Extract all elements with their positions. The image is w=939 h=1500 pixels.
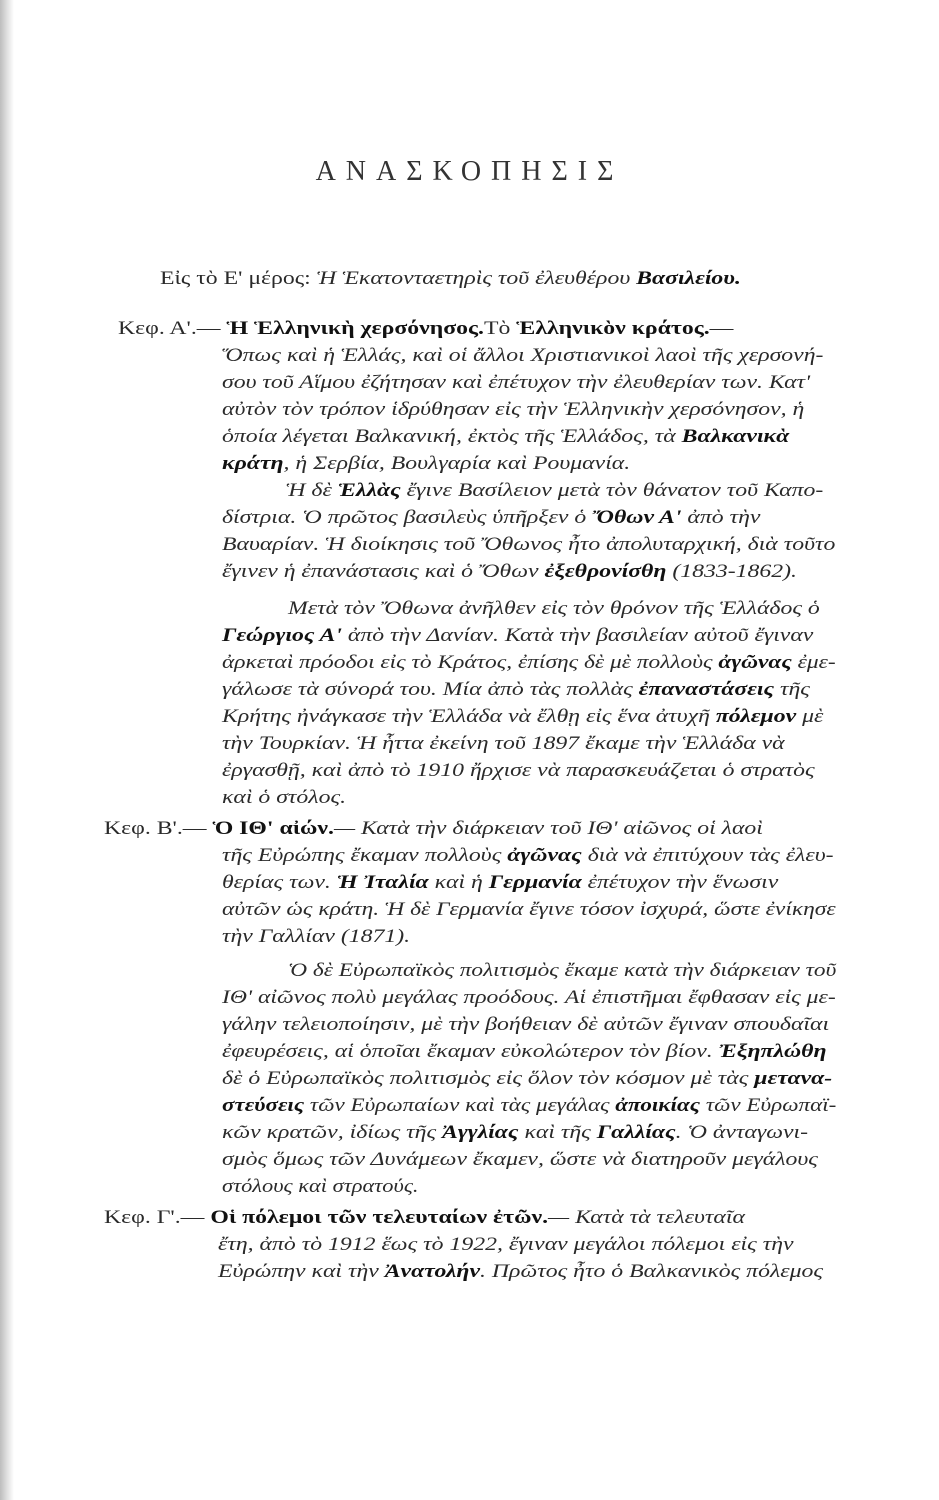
text-line bbox=[222, 845, 834, 867]
page-title: ΑΝΑΣΚΟΠΗΣΙΣ bbox=[315, 156, 624, 187]
text-line bbox=[222, 426, 789, 448]
text-run: Ἑλλὰς bbox=[337, 480, 401, 501]
text-line bbox=[222, 733, 785, 755]
text-run: γάλωσε τὰ σύνορά του. Μία ἀπὸ τὰς πολλὰς bbox=[222, 679, 639, 700]
text-run: σμὸς ὅμως τῶν Δυνάμεων ἔκαμεν, ὥστε νὰ διατηροῦν μεγάλους bbox=[222, 1149, 818, 1170]
text-line bbox=[160, 268, 741, 290]
text-run: (1833-1862). bbox=[666, 561, 797, 582]
text-run: ἀρκεταὶ πρόοδοι εἰς τὸ Κράτος, ἐπίσης δὲ μὲ πολλοὺς bbox=[222, 652, 719, 673]
text-run: Κρήτης ἠνάγκασε τὴν Ἑλλάδα νὰ ἔλθῃ εἰς ἕνα ἀτυχῆ bbox=[222, 706, 716, 727]
text-run: Ὅπως καὶ ἡ Ἑλλάς, καὶ οἱ ἄλλοι Χριστιανικοὶ λαοὶ τῆς χερσονή- bbox=[222, 345, 824, 366]
text-run: — bbox=[709, 318, 734, 339]
text-run: Γαλλίας bbox=[596, 1122, 676, 1143]
page-edge-shadow bbox=[0, 0, 14, 1500]
text-run: ἐφευρέσεις, αἱ ὁποῖαι ἔκαμαν εὐκολώτερον τὸν βίον. bbox=[222, 1041, 719, 1062]
text-line bbox=[222, 345, 823, 367]
text-run: σου τοῦ Αἵμου ἐζήτησαν καὶ ἐπέτυχον τὴν ἐλευθερίαν των. Κατ' bbox=[222, 372, 811, 393]
text-line bbox=[222, 760, 815, 782]
text-run: . Ὁ ἀνταγωνι- bbox=[675, 1122, 809, 1143]
text-run: ἐμε- bbox=[791, 652, 836, 673]
text-line bbox=[222, 399, 804, 421]
text-line bbox=[288, 598, 820, 620]
text-run: τῆς Εὐρώπης ἔκαμαν πολλοὺς bbox=[222, 845, 508, 866]
text-run: μὲ bbox=[796, 706, 824, 727]
text-run: Ἀνατολήν bbox=[384, 1261, 481, 1282]
text-line bbox=[222, 1176, 419, 1198]
text-run: ἐπαναστάσεις bbox=[638, 679, 775, 700]
text-run: ἔγινεν ἡ ἐπανάστασις καὶ ὁ Ὄθων bbox=[222, 561, 545, 582]
text-line bbox=[222, 926, 410, 948]
text-run: ἐξεθρονίσθη bbox=[544, 561, 667, 582]
text-run: ἔτη, ἀπὸ τὸ 1912 ἕως τὸ 1922, ἔγιναν μεγάλοι πόλεμοι εἰς τὴν bbox=[218, 1234, 794, 1255]
text-run: Οἱ πόλεμοι τῶν τελευταίων ἐτῶν. bbox=[210, 1207, 549, 1228]
text-run: ἔγινε Βασίλειον μετὰ τὸν θάνατον τοῦ Καπο- bbox=[400, 480, 824, 501]
text-line bbox=[104, 818, 763, 840]
text-run: αὐτὸν τὸν τρόπον ἱδρύθησαν εἰς τὴν Ἑλληνικὴν χερσόνησον, ἡ bbox=[222, 399, 805, 420]
text-line bbox=[104, 1207, 745, 1229]
text-line bbox=[222, 706, 823, 728]
text-line bbox=[222, 1122, 808, 1144]
text-run: μετανα- bbox=[754, 1068, 833, 1089]
text-run: Ὁ ΙΘ' αἰών. bbox=[212, 818, 334, 839]
text-run: ὁποία λέγεται Βαλκανική, ἐκτὸς τῆς Ἑλλάδος, τὰ bbox=[222, 426, 682, 447]
text-run: στόλους καὶ στρατούς. bbox=[222, 1176, 419, 1197]
text-line bbox=[218, 1234, 794, 1256]
text-line bbox=[286, 480, 823, 502]
text-line bbox=[222, 872, 778, 894]
text-run: τῶν Εὐρωπαίων καὶ τὰς μεγάλας bbox=[304, 1095, 616, 1116]
text-run: ἀπὸ τὴν Δανίαν. Κατὰ τὴν βασιλείαν αὐτοῦ ἔγιναν bbox=[341, 625, 814, 646]
text-run: Κεφ. Β'.— bbox=[104, 818, 213, 839]
text-line bbox=[222, 652, 836, 674]
text-line bbox=[222, 1068, 832, 1090]
text-run: διὰ νὰ ἐπιτύχουν τὰς ἐλευ- bbox=[581, 845, 834, 866]
text-run: Γεώργιος Α' bbox=[222, 625, 342, 646]
text-run: καὶ τῆς bbox=[518, 1122, 597, 1143]
text-line bbox=[222, 372, 810, 394]
text-run: Ἡ Ἰταλία bbox=[336, 872, 429, 893]
text-run: τὴν Τουρκίαν. Ἡ ἧττα ἐκείνη τοῦ 1897 ἔκαμε τὴν Ἑλλάδα νὰ bbox=[222, 733, 785, 754]
text-line bbox=[222, 1149, 818, 1171]
text-run: Ἡ Ἑλληνικὴ χερσόνησος. bbox=[226, 318, 484, 339]
text-run: ἐπέτυχον τὴν ἕνωσιν bbox=[581, 872, 779, 893]
text-run: τῶν Εὐρωπαϊ- bbox=[700, 1095, 837, 1116]
text-line bbox=[118, 318, 733, 340]
text-run: ἀπὸ τὴν bbox=[681, 507, 761, 528]
text-run: ἐργασθῇ, καὶ ἀπὸ τὸ 1910 ἤρχισε νὰ παρασκευάζεται ὁ στρατὸς bbox=[222, 760, 815, 781]
text-run: , ἡ Σερβία, Βουλγαρία καὶ Ρουμανία. bbox=[283, 453, 631, 474]
text-line bbox=[222, 507, 760, 529]
text-run: Ἑλληνικὸν κράτος. bbox=[516, 318, 710, 339]
text-run: Ἡ Ἑκατονταετηρὶς τοῦ ἐλευθέρου bbox=[316, 268, 637, 289]
text-run: αὐτῶν ὡς κράτη. Ἡ δὲ Γερμανία ἔγινε τόσον ἰσχυρά, ὥστε ἐνίκησε bbox=[222, 899, 836, 920]
text-line bbox=[218, 1261, 823, 1283]
text-run: Ἐξηπλώθη bbox=[718, 1041, 827, 1062]
text-run: τὴν Γαλλίαν (1871). bbox=[222, 926, 411, 947]
text-run: στεύσεις bbox=[222, 1095, 305, 1116]
text-run: δίστρια. Ὁ πρῶτος βασιλεὺς ὑπῆρξεν ὁ bbox=[222, 507, 593, 528]
text-run: Κεφ. Α'.— bbox=[118, 318, 227, 339]
text-run: Εἰς τὸ Ε' μέρος: bbox=[160, 268, 317, 289]
text-run: Βασιλείου. bbox=[636, 268, 741, 289]
text-run: κῶν κρατῶν, ἰδίως τῆς bbox=[222, 1122, 443, 1143]
text-run: Ἀγγλίας bbox=[442, 1122, 519, 1143]
text-run: Γερμανία bbox=[488, 872, 582, 893]
text-line bbox=[288, 960, 836, 982]
text-run: δὲ ὁ Εὐρωπαϊκὸς πολιτισμὸς εἰς ὅλον τὸν κόσμον μὲ τὰς bbox=[222, 1068, 755, 1089]
text-run: Ἡ δὲ bbox=[286, 480, 338, 501]
text-run: Βαυαρίαν. Ἡ διοίκησις τοῦ Ὄθωνος ἦτο ἀπολυταρχική, διὰ τοῦτο bbox=[222, 534, 836, 555]
text-line bbox=[222, 987, 836, 1009]
text-run: κράτη bbox=[222, 453, 284, 474]
text-run: Τὸ bbox=[483, 318, 517, 339]
text-run: Βαλκανικὰ bbox=[681, 426, 790, 447]
text-run: — Κατὰ τὰ τελευταῖα bbox=[548, 1207, 745, 1228]
text-run: Μετὰ τὸν Ὄθωνα ἀνῆλθεν εἰς τὸν θρόνον τῆς Ἑλλάδος ὁ bbox=[288, 598, 820, 619]
text-run: Κεφ. Γ'.— bbox=[104, 1207, 211, 1228]
text-line bbox=[222, 1014, 829, 1036]
text-line bbox=[222, 561, 797, 583]
text-run: ἀγῶνας bbox=[507, 845, 582, 866]
text-run: ΙΘ' αἰῶνος πολὺ μεγάλας προόδους. Αἱ ἐπιστῆμαι ἔφθασαν εἰς με- bbox=[222, 987, 836, 1008]
text-line bbox=[222, 534, 835, 556]
text-run: πόλεμον bbox=[715, 706, 797, 727]
text-run: καὶ ὁ στόλος. bbox=[222, 787, 347, 808]
text-run: καὶ ἡ bbox=[428, 872, 489, 893]
text-line bbox=[222, 899, 836, 921]
text-run: θερίας των. bbox=[222, 872, 337, 893]
text-line bbox=[222, 787, 346, 809]
text-run: γάλην τελειοποίησιν, μὲ τὴν βοήθειαν δὲ αὐτῶν ἔγιναν σπουδαῖαι bbox=[222, 1014, 830, 1035]
text-run: Εὐρώπην καὶ τὴν bbox=[218, 1261, 385, 1282]
text-line bbox=[222, 625, 813, 647]
text-run: . Πρῶτος ἦτο ὁ Βαλκανικὸς πόλεμος bbox=[480, 1261, 824, 1282]
text-line bbox=[222, 1041, 827, 1063]
text-line bbox=[222, 453, 630, 475]
text-run: Ὄθων Α' bbox=[592, 507, 682, 528]
text-run: ἀγῶνας bbox=[718, 652, 792, 673]
text-run: ἀποικίας bbox=[615, 1095, 701, 1116]
text-line bbox=[222, 1095, 836, 1117]
text-line bbox=[222, 679, 810, 701]
text-run: τῆς bbox=[774, 679, 810, 700]
text-run: Ὁ δὲ Εὐρωπαϊκὸς πολιτισμὸς ἔκαμε κατὰ τὴν διάρκειαν τοῦ bbox=[288, 960, 837, 981]
text-run: — Κατὰ τὴν διάρκειαν τοῦ ΙΘ' αἰῶνος οἱ λαοὶ bbox=[333, 818, 763, 839]
